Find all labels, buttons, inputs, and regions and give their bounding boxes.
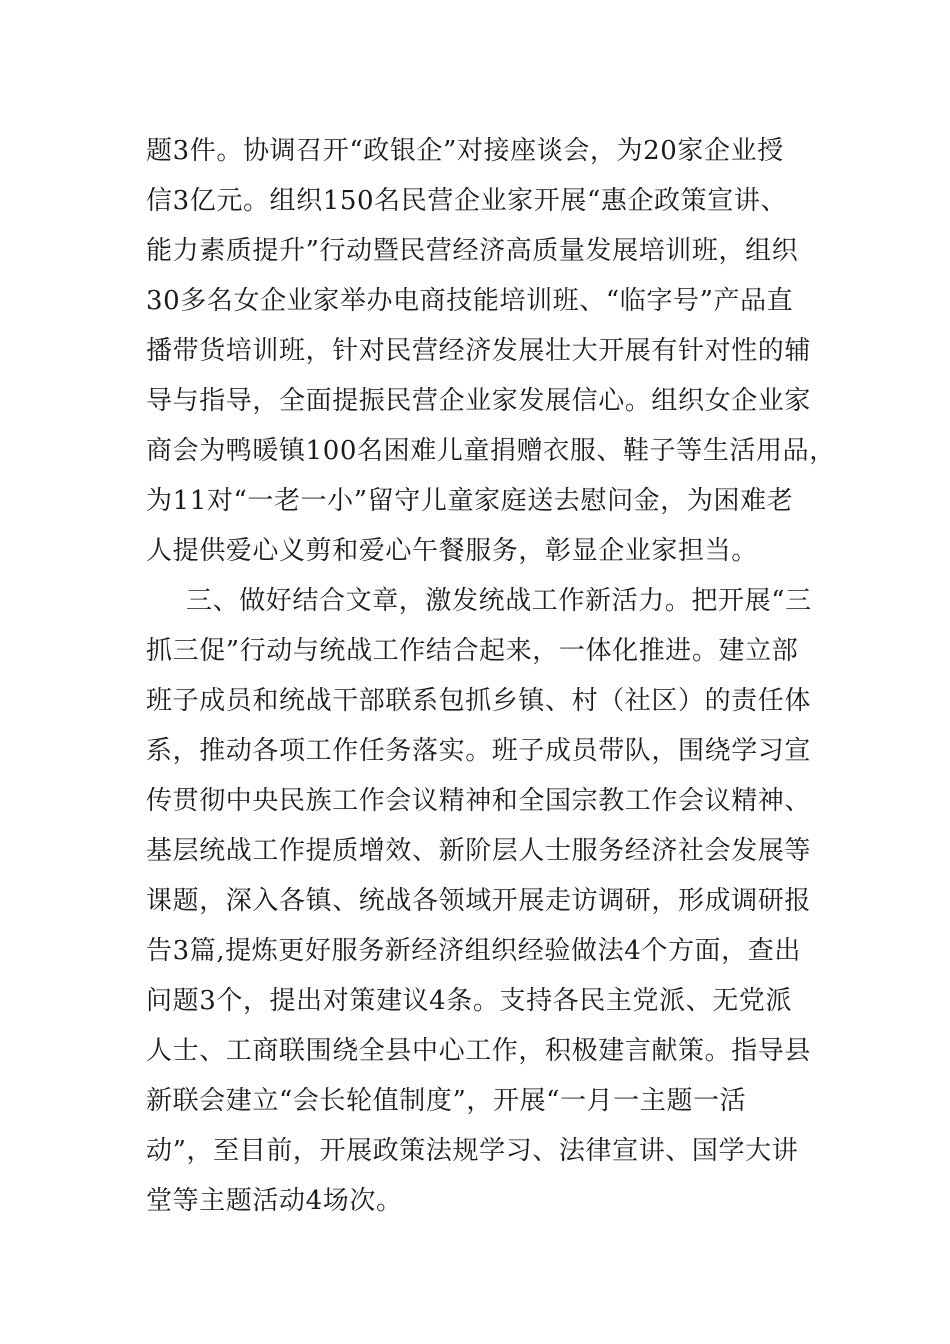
paragraph-1-line-5: 播带货培训班，针对民营经济发展壮大开展有针对性的辅 bbox=[146, 336, 812, 366]
paragraph-1-line-2: 信3亿元。组织150名民营企业家开展“惠企政策宣讲、 bbox=[146, 186, 788, 216]
paragraph-2-line-1: 三、做好结合文章，激发统战工作新活力。把开展“三 bbox=[186, 586, 812, 616]
paragraph-2-line-8: 告3篇,提炼更好服务新经济组织经验做法4个方面，查出 bbox=[146, 936, 801, 966]
paragraph-1-line-8: 为11对“一老一小”留守儿童家庭送去慰问金，为困难老 bbox=[146, 486, 794, 516]
paragraph-2-line-5: 传贯彻中央民族工作会议精神和全国宗教工作会议精神、 bbox=[146, 786, 812, 816]
paragraph-1-line-9: 人提供爱心义剪和爱心午餐服务，彰显企业家担当。 bbox=[146, 536, 758, 566]
paragraph-2-line-11: 新联会建立“会长轮值制度”，开展“一月一主题一活 bbox=[146, 1086, 747, 1116]
paragraph-2-line-2: 抓三促”行动与统战工作结合起来，一体化推进。建立部 bbox=[146, 636, 799, 666]
paragraph-1-line-3: 能力素质提升”行动暨民营经济高质量发展培训班，组织 bbox=[146, 236, 799, 266]
paragraph-2-line-9: 问题3个，提出对策建议4条。支持各民主党派、无党派 bbox=[146, 986, 793, 1016]
paragraph-2-line-3: 班子成员和统战干部联系包抓乡镇、村（社区）的责任体 bbox=[146, 686, 812, 716]
paragraph-1-line-1: 题3件。协调召开“政银企”对接座谈会，为20家企业授 bbox=[146, 136, 784, 166]
paragraph-1-line-7: 商会为鸭暖镇100名困难儿童捐赠衣服、鞋子等生活用品， bbox=[146, 436, 836, 466]
paragraph-1-line-4: 30多名女企业家举办电商技能培训班、“临字号”产品直 bbox=[146, 286, 794, 316]
paragraph-2-line-10: 人士、工商联围绕全县中心工作，积极建言献策。指导县 bbox=[146, 1036, 812, 1066]
paragraph-2-line-4: 系，推动各项工作任务落实。班子成员带队，围绕学习宣 bbox=[146, 736, 812, 766]
paragraph-2-line-12: 动”，至目前，开展政策法规学习、法律宣讲、国学大讲 bbox=[146, 1136, 799, 1166]
paragraph-2-line-6: 基层统战工作提质增效、新阶层人士服务经济社会发展等 bbox=[146, 836, 812, 866]
paragraph-1-line-6: 导与指导，全面提振民营企业家发展信心。组织女企业家 bbox=[146, 386, 812, 416]
paragraph-2-line-7: 课题，深入各镇、统战各领域开展走访调研，形成调研报 bbox=[146, 886, 812, 916]
paragraph-2-line-13: 堂等主题活动4场次。 bbox=[146, 1186, 403, 1216]
